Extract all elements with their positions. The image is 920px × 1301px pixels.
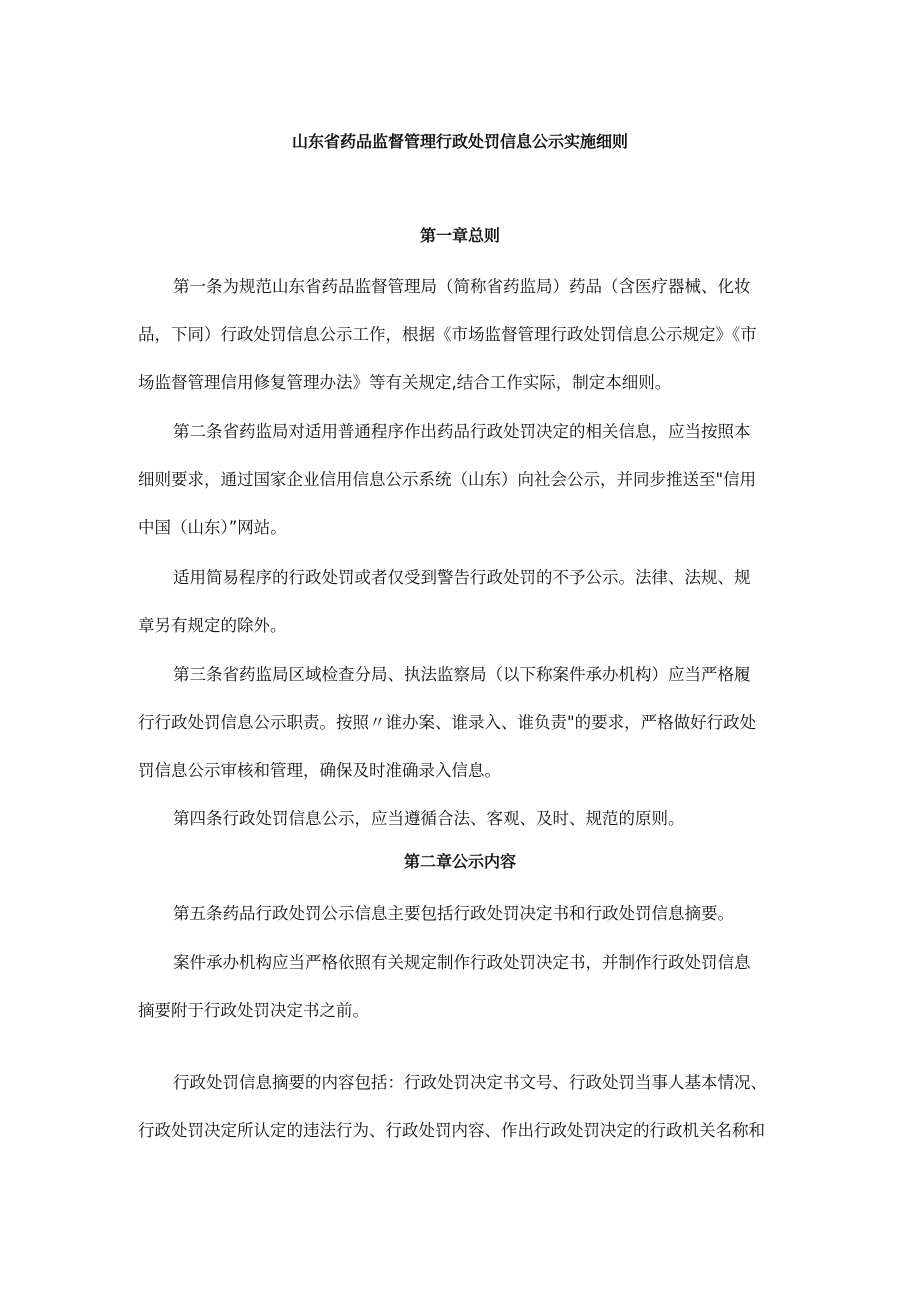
paragraph-line: 场监督管理信用修复管理办法》等有关规定,结合工作实际，制定本细则。: [138, 373, 672, 392]
paragraph-line: 第五条药品行政处罚公示信息主要包括行政处罚决定书和行政处罚信息摘要。: [173, 904, 734, 923]
paragraph-article-1: [138, 263, 790, 407]
paragraph-case-unit: [138, 939, 790, 1035]
document-title: 山东省药品监督管理行政处罚信息公示实施细则: [291, 132, 628, 151]
paragraph-line: 章另有规定的除外。: [138, 616, 287, 635]
paragraph-line: 摘要附于行政处罚决定书之前。: [138, 1001, 369, 1020]
paragraph-summary-content: [138, 1059, 790, 1155]
paragraph-article-3: [138, 651, 790, 795]
paragraph-line: 细则要求，通过国家企业信用信息公示系统（山东）向社会公示，并同步推送至"信用: [138, 470, 757, 489]
chapter-heading-general: 第一章总则: [419, 226, 500, 245]
paragraph-line: 品，下同）行政处罚信息公示工作，根据《市场监督管理行政处罚信息公示规定》《市: [138, 325, 757, 344]
paragraph-line: 中国（山东）”网站。: [138, 518, 287, 537]
paragraph-line: 行政处罚决定所认定的违法行为、行政处罚内容、作出行政处罚决定的行政机关名称和: [138, 1121, 765, 1140]
paragraph-line: 案件承办机构应当严格依照有关规定制作行政处罚决定书，并制作行政处罚信息: [173, 953, 751, 972]
paragraph-line: 第三条省药监局区域检查分局、执法监察局（以下称案件承办机构）应当严格履: [173, 665, 751, 684]
paragraph-line: 行行政处罚信息公示职责。按照〃谁办案、谁录入、谁负责"的要求，严格做好行政处: [138, 713, 757, 732]
paragraph-line: 第二条省药监局对适用普通程序作出药品行政处罚决定的相关信息，应当按照本: [173, 422, 751, 441]
paragraph-line: 行政处罚信息摘要的内容包括：行政处罚决定书文号、行政处罚当事人基本情况、: [173, 1073, 767, 1092]
paragraph-line: 第四条行政处罚信息公示，应当遵循合法、客观、及时、规范的原则。: [173, 809, 685, 828]
paragraph-article-2: [138, 408, 790, 552]
paragraph-line: 罚信息公示审核和管理，确保及时准确录入信息。: [138, 761, 501, 780]
paragraph-article-5: [138, 890, 790, 938]
chapter-heading-content: 第二章公示内容: [403, 852, 516, 871]
paragraph-line: 适用简易程序的行政处罚或者仅受到警告行政处罚的不予公示。法律、法规、规: [173, 568, 751, 587]
paragraph-article-4: [138, 795, 790, 843]
paragraph-simple-procedure: [138, 554, 790, 650]
paragraph-line: 第一条为规范山东省药品监督管理局（简称省药监局）药品（含医疗器械、化妆: [173, 277, 751, 296]
